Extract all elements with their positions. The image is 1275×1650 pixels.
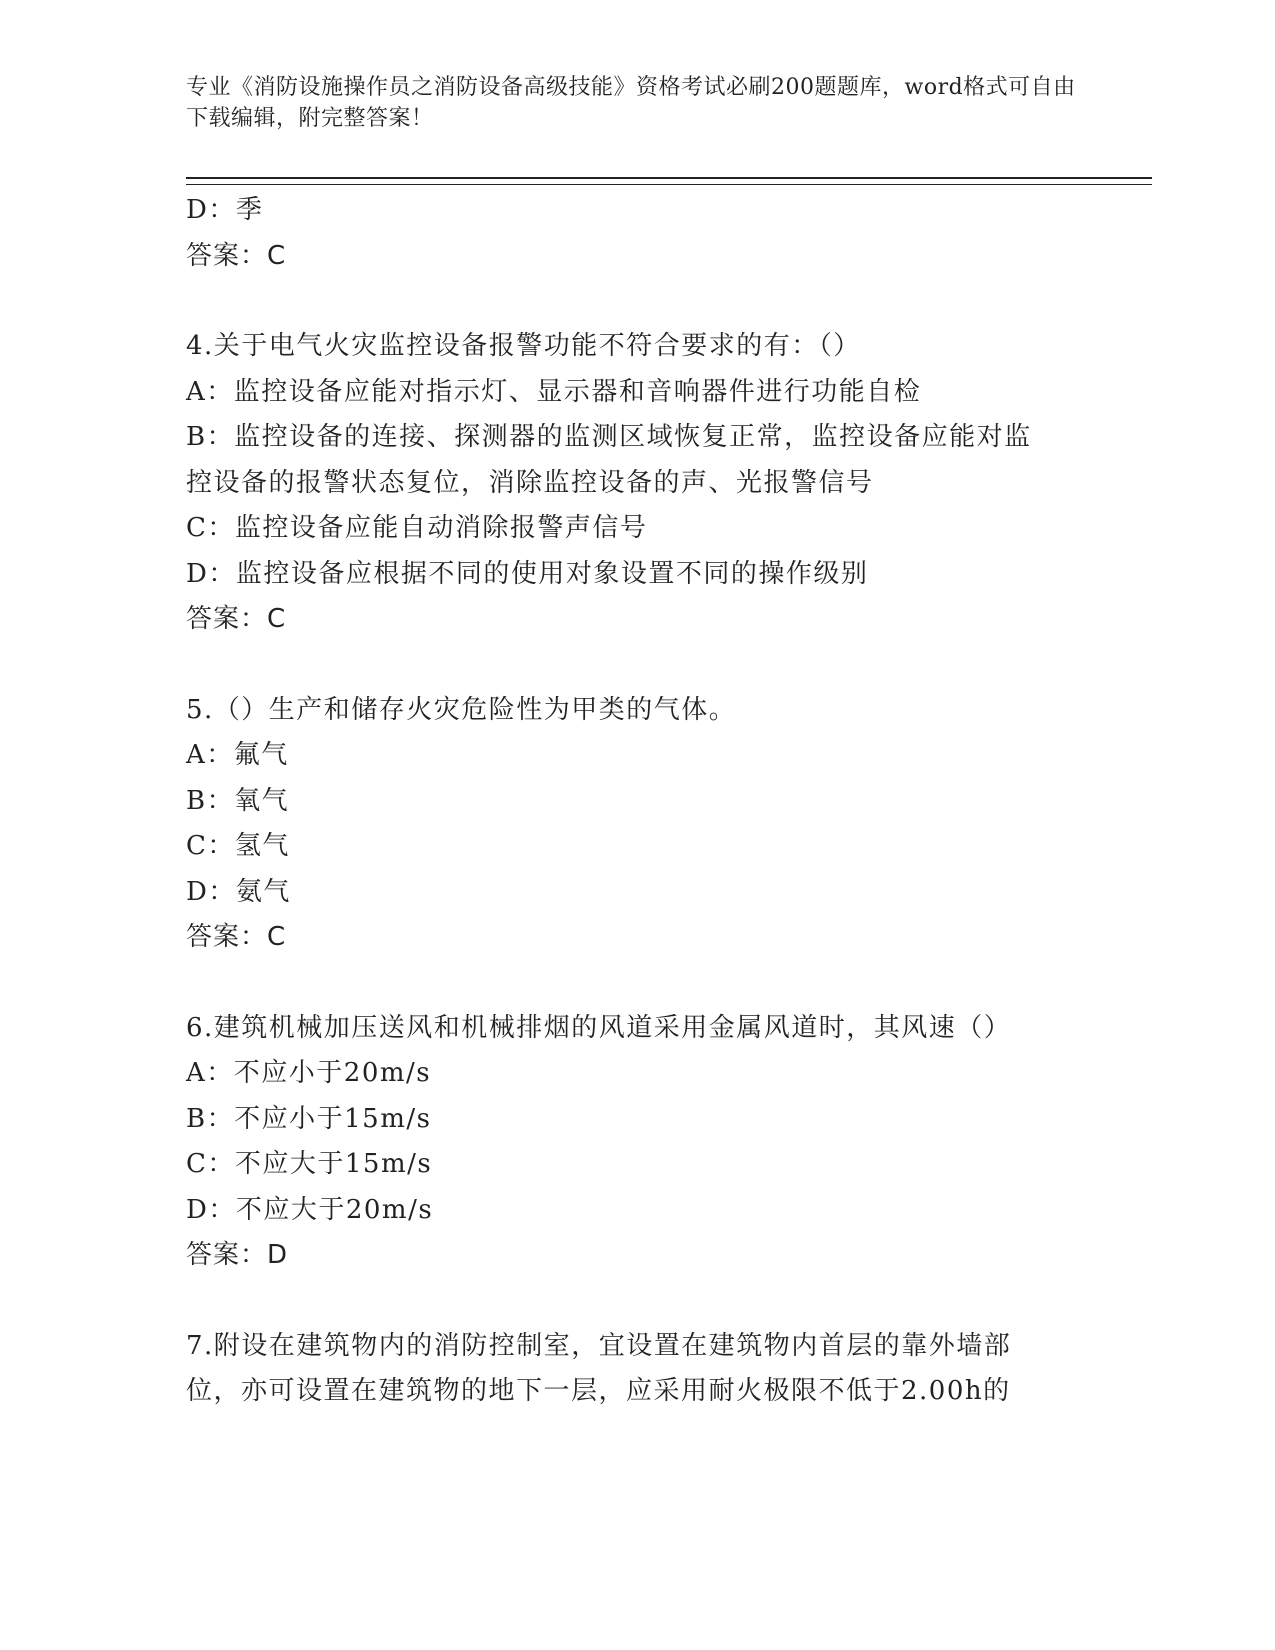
option-b: B：氧气 [186,785,290,816]
question-stem: 4.关于电气火灾监控设备报警功能不符合要求的有：（） [186,331,861,361]
question-stem: 5.（）生产和储存火灾危险性为甲类的气体。 [186,694,737,725]
question-7 [186,1324,1086,1415]
option-a: A：不应小于20m/s [186,1058,432,1088]
question-6 [186,1006,1086,1279]
option-d: D：不应大于20m/s [186,1194,434,1225]
option-c: C：不应大于15m/s [186,1149,433,1179]
answer-line: 答案：D [186,1240,289,1270]
answer-line: 答案：C [186,604,287,634]
question-stem: 6.建筑机械加压送风和机械排烟的风道采用金属风道时，其风速（） [186,1012,1012,1043]
option-c: C：监控设备应能自动消除报警声信号 [186,513,648,543]
header-title: 专业《消防设施操作员之消防设备高级技能》资格考试必刷200题题库，word格式可自由下载编辑，附完整答案！ [186,75,1076,131]
option-d: D：监控设备应根据不同的使用对象设置不同的操作级别 [186,558,869,589]
question-5 [186,688,1086,961]
previous-question-tail [186,188,1086,279]
option-b: B：监控设备的连接、探测器的监测区域恢复正常，监控设备应能对监控设备的报警状态复位，消除监控设备的声、光报警信号 [186,422,1032,498]
answer-line: 答案：C [186,922,287,952]
option-c: C：氢气 [186,831,290,861]
option-d: D：氨气 [186,876,291,907]
option-a: A：监控设备应能对指示灯、显示器和音响器件进行功能自检 [186,376,922,407]
question-stem: 7.附设在建筑物内的消防控制室，宜设置在建筑物内首层的靠外墙部位，亦可设置在建筑物的地下一层，应采用耐火极限不低于2.00h的 [186,1330,1012,1406]
header-divider [186,177,1152,185]
answer-line: 答案：C [186,240,287,271]
document-header [186,72,1076,134]
question-4 [186,324,1086,643]
option-a: A：氟气 [186,740,289,770]
option-b: B：不应小于15m/s [186,1103,432,1134]
document-body [186,188,1086,1415]
option-d: D：季 [186,195,264,225]
